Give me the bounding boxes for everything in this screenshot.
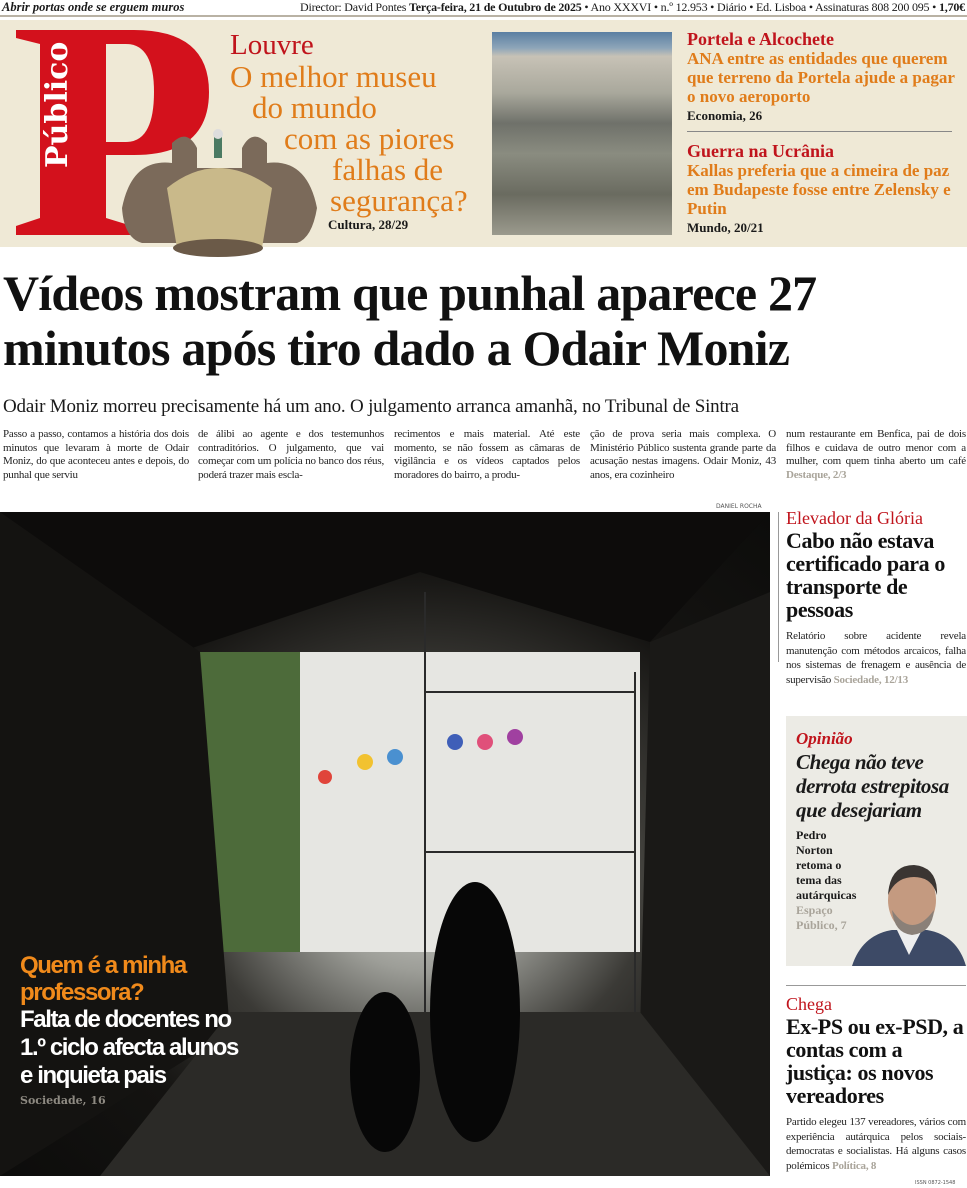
opinion-story[interactable] <box>796 728 962 933</box>
story-kicker: Guerra na Ucrânia <box>687 141 834 161</box>
issue-date: Terça-feira, 21 de Outubro de 2025 <box>409 0 582 14</box>
story-section: Mundo, 20/21 <box>687 220 764 235</box>
top-bar <box>0 0 967 17</box>
section-ref: Espaço Público, 7 <box>796 903 847 932</box>
price: 1,70€ <box>938 0 965 14</box>
divider <box>786 985 966 986</box>
louvre-line: segurança? <box>330 183 468 218</box>
elevador-kicker: Elevador da Glória <box>786 508 923 528</box>
louvre-story[interactable] <box>230 30 485 234</box>
issue-details: • Ano XXXVI • n.º 12.953 • Diário • Ed. Lisboa • Assinaturas 808 200 095 • <box>584 0 937 14</box>
lead-section: Destaque, 2/3 <box>786 468 847 481</box>
lead-column: ção de prova seria mais complexa. O Ministério Público sustenta grande parte da acusação nestas imagens. Odair Moniz, 43 anos, era cozinheiro <box>590 428 776 481</box>
louvre-line: O melhor museu <box>230 59 437 94</box>
photo-story-kicker: Quem é a minha professora? <box>20 952 186 1006</box>
elevador-headline[interactable]: Cabo não estava certificado para o transporte de pessoas <box>786 528 945 622</box>
story-headline: ANA entre as entidades que querem que terreno da Portela ajude a pagar o novo aeroporto <box>687 49 955 106</box>
banner-stories <box>687 30 962 238</box>
story-kicker: Portela e Alcochete <box>687 29 834 49</box>
portela-story[interactable] <box>687 30 962 126</box>
louvre-line: do mundo <box>252 90 377 125</box>
elevador-story[interactable] <box>786 507 966 687</box>
lead-column: Passo a passo, contamos a história dos dois minutos que levaram à morte de Odair Moniz, do que aconteceu antes e depois, do punhal que serviu <box>3 428 189 481</box>
louvre-line: com as piores <box>284 121 455 156</box>
issn: ISSN 0872-1548 <box>915 1180 956 1186</box>
louvre-section: Cultura, 28/29 <box>328 217 409 232</box>
photo-story[interactable] <box>20 952 240 1108</box>
motto: Abrir portas onde se erguem muros <box>2 0 185 14</box>
chega-story[interactable] <box>786 993 966 1173</box>
opinion-body <box>796 828 858 933</box>
photo-story-section: Sociedade, 16 <box>20 1094 106 1107</box>
section-ref: Sociedade, 12/13 <box>833 673 909 686</box>
louvre-line: falhas de <box>332 152 444 187</box>
publico-logo-word: Público <box>40 41 75 168</box>
column-text: num restaurante em Benfica, pai de dois filhos e cuidava de outro menor com a mulher, com quem tinha aberto um café <box>786 428 966 468</box>
chega-headline[interactable]: Ex-PS ou ex-PSD, a contas com a justiça: os novos vereadores <box>786 1014 964 1108</box>
lead-column: recimentos e mais material. Até este momento, se não fossem as câmaras de vigilância e os vídeos captados pelos moradores do bairro, a produ- <box>394 428 580 481</box>
body-text: Relatório sobre acidente revela manutenção com métodos arcaicos, falha nos sistemas de frenagem e ausência de supervisão <box>786 630 966 686</box>
chega-body <box>786 1115 966 1173</box>
opinion-headline[interactable]: Chega não teve derrota estrepitosa que desejariam <box>796 750 949 822</box>
louvre-kicker: Louvre <box>230 29 314 61</box>
section-ref: Política, 8 <box>831 1159 877 1172</box>
divider <box>687 131 952 132</box>
director: Director: David Pontes <box>299 0 407 14</box>
photo-story-headline[interactable]: Falta de docentes no 1.º ciclo afecta alunos e inquieta pais <box>20 1006 238 1089</box>
body-text: Pedro Norton retoma o tema das autárquicas <box>796 828 857 902</box>
column-rule <box>778 512 779 662</box>
issue-meta <box>300 0 965 15</box>
elevador-body <box>786 629 966 687</box>
airport-aerial-photo <box>492 32 672 235</box>
lead-column <box>786 428 966 482</box>
top-banner <box>0 20 967 247</box>
story-section: Economia, 26 <box>687 108 763 123</box>
lead-column: de álibi ao agente e dos testemunhos contraditórios. O julgamento, que vai começar com um polícia no banco dos réus, poderá trazer mais escla- <box>198 428 384 481</box>
lead-subhead: Odair Moniz morreu precisamente há um ano. O julgamento arranca amanhã, no Tribunal de Sintra <box>3 396 739 417</box>
photo-credit: DANIEL ROCHA <box>716 503 762 510</box>
lead-headline[interactable]: Vídeos mostram que punhal aparece 27 minutos após tiro dado a Odair Moniz <box>3 265 817 376</box>
body-text: Partido elegeu 137 vereadores, vários com experiência autárquica pelos sociais-democratas e socialistas. Há alguns casos polémicos <box>786 1116 966 1172</box>
opinion-kicker: Opinião <box>796 729 853 748</box>
ucrania-story[interactable] <box>687 142 962 238</box>
chega-kicker: Chega <box>786 994 832 1014</box>
story-headline: Kallas preferia que a cimeira de paz em Budapeste fosse entre Zelensky e Putin <box>687 161 951 218</box>
